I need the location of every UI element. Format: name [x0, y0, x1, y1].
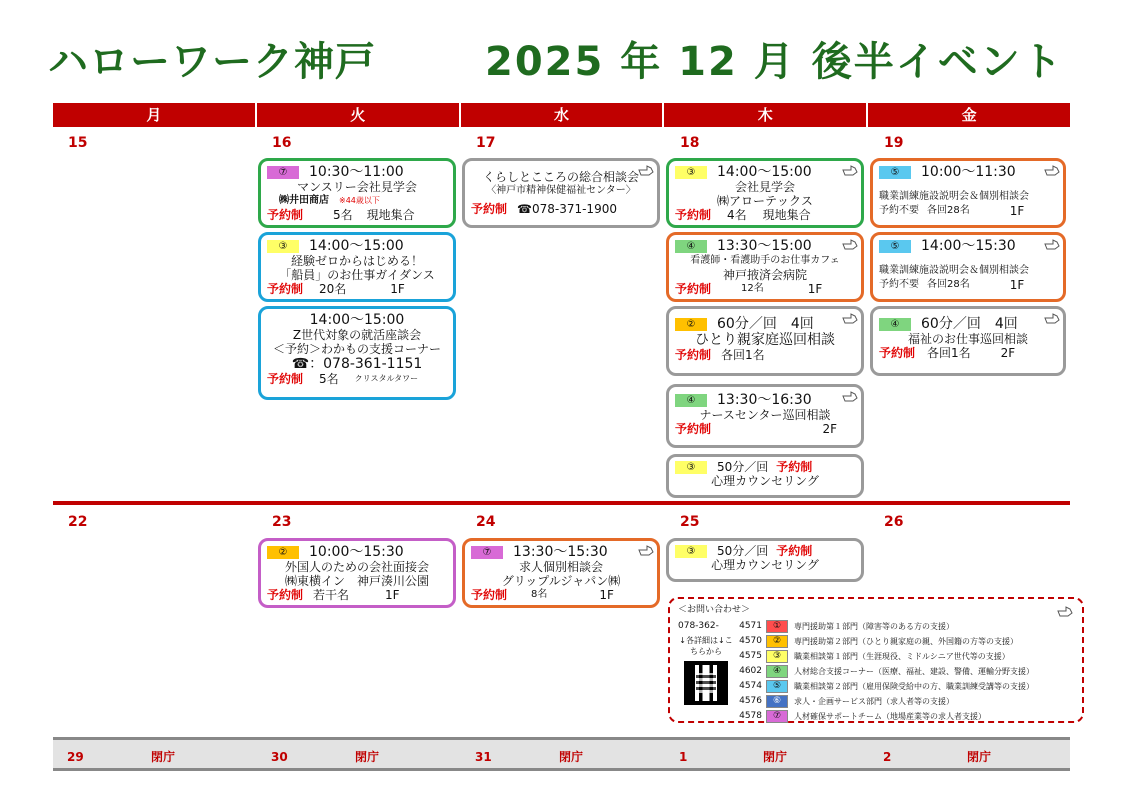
contact-box [668, 597, 1084, 723]
reservation-label: 予約制 [471, 588, 508, 602]
closed-days-bar [53, 737, 1070, 771]
pointing-hand-icon [1043, 310, 1061, 324]
pointing-hand-icon [841, 236, 859, 250]
event-company: グリップルジャパン㈱ [501, 574, 621, 588]
pointing-hand-icon [841, 162, 859, 176]
event-time: 13:30〜15:00 [717, 238, 812, 254]
event-place: 2F [1000, 346, 1016, 360]
date-26: 26 [884, 514, 904, 530]
event-title: 心理カウンセリング [711, 474, 819, 488]
reservation-label: 予約制 [675, 282, 712, 296]
reservation-label: 予約不要 [879, 279, 919, 290]
event-capacity: 12名 [741, 283, 764, 294]
event-title: くらしとこころの総合相談会 [482, 170, 639, 184]
contact-row: 4575 ③ 職業相談第１部門（生涯現役、ミドルシニア世代等の支援） [739, 651, 1010, 661]
pointing-hand-icon [637, 542, 655, 556]
event-time: 14:00〜15:00 [309, 238, 404, 254]
event-time: 13:30〜16:30 [717, 392, 812, 408]
event-time: 14:00〜15:30 [921, 238, 1016, 254]
event-place: 1F [807, 282, 823, 296]
event-subtitle: 〈神戸市精神保健福祉センター〉 [486, 185, 636, 196]
closed-day: 30 閉庁 [271, 750, 380, 764]
dept-badge: ④ [675, 240, 707, 253]
event-title: ナースセンター巡回相談 [699, 408, 831, 422]
event-title: 経験ゼロからはじめる！ [290, 254, 423, 268]
event-phone: ☎078-371-1900 [517, 202, 617, 216]
event-company: ㈱東横イン 神戸湊川公園 [284, 574, 429, 588]
pointing-hand-icon [1043, 236, 1061, 250]
pointing-hand-icon [1043, 162, 1061, 176]
contact-row: 4574 ⑤ 職業相談第２部門（雇用保険受給中の方、職業訓練受講等の支援） [739, 681, 1034, 691]
date-19: 19 [884, 135, 904, 151]
event-capacity: 各回1名 [927, 346, 971, 360]
reservation-label: 予約不要 [879, 205, 919, 216]
event-title: 職業訓練施設説明会＆個別相談会 [879, 265, 1029, 276]
event-title: 求人個別相談会 [518, 560, 603, 574]
dept-badge: ③ [675, 461, 707, 474]
dept-badge: ② [675, 318, 707, 331]
event-place: 1F [390, 282, 405, 296]
contact-list [678, 619, 1034, 724]
weekday-tue: 火 [257, 103, 461, 127]
contact-row: 4571 ① 専門援助第１部門（障害等のある方の支援） [739, 621, 954, 631]
weekday-mon: 月 [53, 103, 257, 127]
event-time: 10:00〜11:30 [921, 164, 1016, 180]
event-capacity: 若干名 [313, 588, 350, 602]
event-title: 看護師・看護助手のお仕事カフェ [690, 255, 840, 266]
event-company: ㈱アローテックス [717, 194, 813, 208]
event-title: ひとり親家庭巡回相談 [695, 332, 835, 348]
event-card[interactable] [258, 232, 456, 302]
dept-badge: ③ [675, 166, 707, 179]
event-time: 10:00〜15:30 [309, 544, 404, 560]
weekday-fri: 金 [961, 106, 977, 124]
contact-row: 4602 ④ 人材総合支援コーナー（医療、福祉、建設、警備、運輸分野支援） [739, 666, 1034, 676]
date-16: 16 [272, 135, 292, 151]
contact-prefix: 078-362- [678, 621, 719, 631]
event-card[interactable] [258, 538, 456, 608]
event-title: 会社見学会 [734, 180, 795, 194]
date-24: 24 [476, 514, 496, 530]
event-capacity: 5名 [333, 208, 353, 222]
dept-badge: ⑤ [879, 240, 911, 253]
contact-row: 4576 ⑥ 求人・企画サービス部門（求人者等の支援） [739, 696, 954, 706]
reservation-label: 予約制 [675, 422, 712, 436]
event-subtitle: ＜予約＞わかもの支援コーナー [272, 342, 441, 356]
event-card[interactable] [870, 158, 1066, 228]
event-capacity: 4名 [727, 208, 747, 222]
event-place: 現地集合 [762, 208, 811, 222]
event-card[interactable] [666, 384, 864, 448]
dept-badge: ⑦ [471, 546, 503, 559]
event-card[interactable] [666, 158, 864, 228]
event-place: 現地集合 [366, 208, 415, 222]
event-time: 14:00〜15:00 [309, 312, 405, 328]
event-note: ※44歳以下 [339, 196, 380, 205]
event-place: 2F [822, 422, 837, 436]
reservation-label: 予約制 [776, 460, 813, 474]
event-capacity: 5名 [319, 372, 339, 386]
dept-badge: ② [267, 546, 299, 559]
event-card[interactable] [870, 232, 1066, 302]
pointing-hand-icon [841, 388, 859, 402]
week-separator [53, 501, 1070, 505]
weekday-header [53, 103, 1070, 127]
event-place: クリスタルタワー [354, 374, 419, 383]
event-card[interactable] [258, 158, 456, 228]
reservation-label: 予約制 [267, 372, 304, 386]
weekday-thu: 木 [664, 103, 868, 127]
event-capacity: 20名 [319, 282, 347, 296]
date-18: 18 [680, 135, 700, 151]
contact-title: ＜お問い合わせ＞ [678, 605, 751, 615]
event-subtitle: 「船員」のお仕事ガイダンス [279, 268, 435, 282]
closed-day: 31 閉庁 [475, 750, 584, 764]
event-title: Z世代対象の就活座談会 [292, 328, 422, 342]
event-card[interactable] [258, 306, 456, 400]
event-card[interactable] [666, 454, 864, 498]
reservation-label: 予約制 [675, 208, 712, 222]
reservation-label: 予約制 [267, 588, 304, 602]
date-23: 23 [272, 514, 292, 530]
reservation-label: 予約制 [471, 202, 508, 216]
contact-row: 4578 ⑦ 人材確保サポートチーム（地場産業等の求人者支援） [739, 711, 986, 721]
event-time: 50分／回 [717, 460, 769, 474]
dept-badge: ③ [675, 545, 707, 558]
pointing-hand-icon [1056, 603, 1074, 617]
dept-badge: ⑦ [267, 166, 299, 179]
date-17: 17 [476, 135, 496, 151]
event-capacity: 8名 [531, 589, 548, 600]
event-title: 心理カウンセリング [711, 558, 819, 572]
event-card[interactable] [666, 232, 864, 302]
event-title: 福祉のお仕事巡回相談 [907, 332, 1028, 346]
closed-day: 2 閉庁 [883, 750, 992, 764]
event-title: マンスリー会社見学会 [297, 180, 417, 194]
event-place: 1F [385, 588, 400, 602]
contact-side-note: ↓各詳細は↓こちらから [678, 635, 734, 705]
closed-day: 29 閉庁 [67, 750, 176, 764]
event-title: 外国人のための会社面接会 [284, 560, 429, 574]
pointing-hand-icon [841, 310, 859, 324]
event-company: ㈱井田商店 [279, 195, 329, 206]
event-time: 10:30〜11:00 [309, 164, 404, 180]
event-company: 神戸掖済会病院 [722, 268, 807, 282]
event-card[interactable] [870, 306, 1066, 376]
event-card[interactable] [666, 538, 864, 582]
date-15: 15 [68, 135, 88, 151]
event-place: 1F [1009, 278, 1025, 292]
event-card[interactable] [462, 158, 660, 228]
closed-day: 1 閉庁 [679, 750, 788, 764]
event-time: 60分／回 4回 [717, 316, 814, 332]
weekday-wed: 水 [461, 103, 665, 127]
reservation-label: 予約制 [879, 346, 916, 360]
event-capacity: 各回28名 [927, 205, 970, 216]
page-title: ハローワーク神戸 [48, 39, 376, 85]
event-time: 50分／回 [717, 544, 769, 558]
event-capacity: 各回28名 [927, 279, 970, 290]
event-time: 13:30〜15:30 [513, 544, 608, 560]
event-card[interactable] [462, 538, 660, 608]
event-time: 14:00〜15:00 [717, 164, 812, 180]
reservation-label: 予約制 [776, 544, 813, 558]
event-title: 職業訓練施設説明会＆個別相談会 [879, 191, 1029, 202]
page-subtitle: 2025 年 12 月 後半イベント [485, 39, 1064, 85]
event-capacity: 各回1名 [721, 348, 765, 362]
event-place: 1F [599, 588, 614, 602]
dept-badge: ④ [675, 394, 707, 407]
reservation-label: 予約制 [267, 282, 304, 296]
event-phone: ☎：078-361-1151 [291, 356, 423, 372]
dept-badge: ④ [879, 318, 911, 331]
event-time: 60分／回 4回 [921, 316, 1018, 332]
dept-badge: ⑤ [879, 166, 911, 179]
reservation-label: 予約制 [675, 348, 712, 362]
event-place: 1F [1009, 204, 1025, 218]
event-card[interactable] [666, 306, 864, 376]
date-25: 25 [680, 514, 700, 530]
date-22: 22 [68, 514, 88, 530]
dept-badge: ③ [267, 240, 299, 253]
reservation-label: 予約制 [267, 208, 304, 222]
contact-row: 4570 ② 専門援助第２部門（ひとり親家庭の親、外国籍の方等の支援） [739, 636, 1018, 646]
pointing-hand-icon [637, 162, 655, 176]
